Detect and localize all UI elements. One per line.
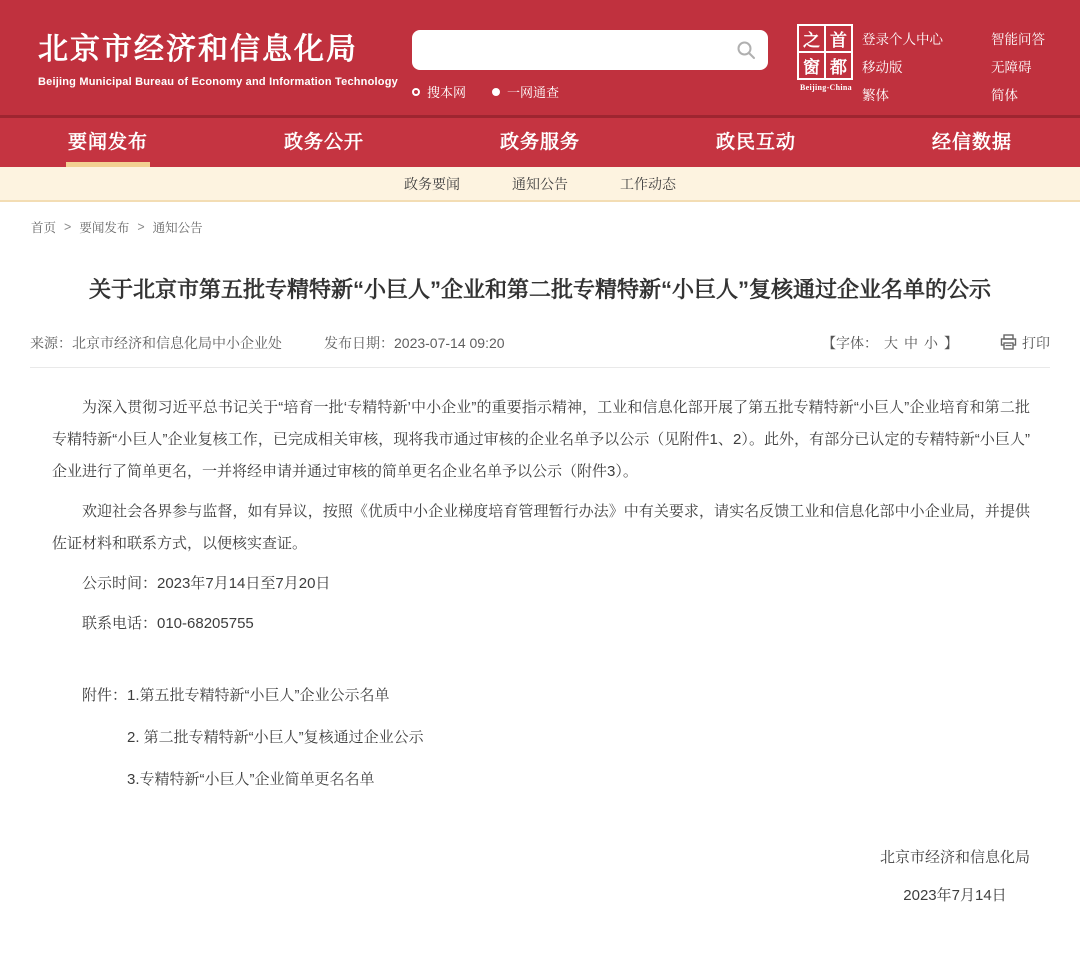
article-body <box>30 368 1050 912</box>
font-size-large-button[interactable]: 大 <box>884 335 898 352</box>
publish-date-value: 2023-07-14 09:20 <box>394 335 505 352</box>
subnav-item-work-updates[interactable]: 工作动态 <box>620 175 676 192</box>
search-icon[interactable] <box>736 40 756 60</box>
seal-grid <box>797 24 853 80</box>
header-quick-links <box>862 28 1045 104</box>
signature-block <box>880 842 1030 912</box>
mobile-version-link[interactable]: 移动版 <box>862 60 903 75</box>
article-paragraph: 为深入贯彻习近平总书记关于“培育一批‘专精特新’中小企业”的重要指示精神，工业和信息化部开展了第五批专精特新“小巨人”企业培育和第二批专精特新“小巨人”企业复核工作，已完成相关审核，现将我市通过审核的企业名单予以公示（见附件1、2）。此外，有部分已认定的专精特新“小巨人”企业进行了简单更名，一并将经申请并通过审核的简单更名企业名单予以公示（附件3）。 <box>52 399 1030 481</box>
search-scope-site[interactable] <box>412 82 466 101</box>
attachment-1-link[interactable]: 附件：1.第五批专精特新“小巨人”企业公示名单 <box>82 687 390 705</box>
seal-caption: Beijing-China <box>800 83 852 92</box>
font-size-medium-button[interactable]: 中 <box>904 335 918 352</box>
source-value: 北京市经济和信息化局中小企业处 <box>72 335 282 352</box>
font-label-close: 】 <box>944 335 958 352</box>
seal-char: 窗 <box>799 53 824 78</box>
breadcrumb-separator: > <box>64 220 72 234</box>
breadcrumb-home[interactable]: 首页 <box>31 221 57 235</box>
contact-phone-line: 联系电话：010-68205755 <box>82 615 254 633</box>
article-paragraph: 欢迎社会各界参与监督，如有异议，按照《优质中小企业梯度培育管理暂行办法》中有关要求，请实名反馈工业和信息化部中小企业局，并提供佐证材料和联系方式，以便核实查证。 <box>52 503 1030 553</box>
traditional-chinese-link[interactable]: 繁体 <box>862 88 889 103</box>
site-header <box>0 0 1080 115</box>
attachment-2-link[interactable]: 2. 第二批专精特新“小巨人”复核通过企业公示 <box>127 729 424 747</box>
source-label: 来源： <box>30 335 72 352</box>
site-title: 北京市经济和信息化局 <box>38 33 358 66</box>
search-scope-network-label: 一网通查 <box>507 85 560 100</box>
article-title: 关于北京市第五批专精特新“小巨人”企业和第二批专精特新“小巨人”复核通过企业名单的公示 <box>88 277 991 302</box>
radio-selected-icon <box>492 88 500 96</box>
nav-item-public-interaction[interactable]: 政民互动 <box>715 132 796 153</box>
search-scope-network[interactable] <box>492 82 559 101</box>
print-button[interactable] <box>1000 333 1050 353</box>
search-input[interactable] <box>412 30 768 70</box>
site-title-english: Beijing Municipal Bureau of Economy and Information Technology <box>38 76 398 88</box>
font-size-small-button[interactable]: 小 <box>924 335 938 352</box>
main-content <box>0 272 1080 912</box>
meta-tools <box>822 333 1050 353</box>
breadcrumb-news-release[interactable]: 要闻发布 <box>79 221 130 235</box>
login-personal-center-link[interactable]: 登录个人中心 <box>862 32 943 47</box>
quick-links-column-1 <box>862 28 943 104</box>
publish-date-label: 发布日期： <box>324 335 394 352</box>
article-meta-row <box>30 323 1050 368</box>
search-scope-site-label: 搜本网 <box>427 85 467 100</box>
signature-organization: 北京市经济和信息化局 <box>879 849 1030 867</box>
attachments-list <box>52 680 1030 796</box>
printer-icon <box>1000 334 1017 353</box>
sub-nav <box>0 167 1080 202</box>
search-scope-group <box>412 82 559 101</box>
nav-item-news-release[interactable]: 要闻发布 <box>0 118 216 167</box>
breadcrumb <box>0 202 1080 246</box>
seal-char: 之 <box>799 26 824 51</box>
search-box <box>412 30 768 70</box>
site-logo[interactable] <box>38 24 398 88</box>
radio-unselected-icon <box>412 88 420 96</box>
seal-char: 都 <box>826 53 851 78</box>
breadcrumb-notices[interactable]: 通知公告 <box>152 221 203 235</box>
signature-date: 2023年7月14日 <box>903 887 1007 905</box>
nav-item-gov-services[interactable]: 政务服务 <box>499 132 580 153</box>
capital-window-seal-logo[interactable] <box>797 24 855 92</box>
publicity-period-line: 公示时间：2023年7月14日至7月20日 <box>82 575 331 593</box>
nav-item-gov-disclosure[interactable]: 政务公开 <box>283 132 364 153</box>
seal-char: 首 <box>826 26 851 51</box>
subnav-item-gov-news[interactable]: 政务要闻 <box>404 175 460 192</box>
print-label: 打印 <box>1022 335 1050 352</box>
main-nav <box>0 115 1080 167</box>
breadcrumb-separator: > <box>137 220 145 234</box>
accessibility-link[interactable]: 无障碍 <box>991 60 1032 75</box>
subnav-item-notices[interactable]: 通知公告 <box>512 175 568 192</box>
font-label-open: 【字体： <box>822 335 878 352</box>
attachment-3-link[interactable]: 3.专精特新“小巨人”企业简单更名名单 <box>127 771 375 789</box>
nav-item-industry-data[interactable]: 经信数据 <box>931 132 1012 153</box>
font-size-selector <box>822 333 958 353</box>
smart-qa-link[interactable]: 智能问答 <box>991 32 1045 47</box>
simplified-chinese-link[interactable]: 简体 <box>991 88 1018 103</box>
quick-links-column-2 <box>991 28 1045 104</box>
